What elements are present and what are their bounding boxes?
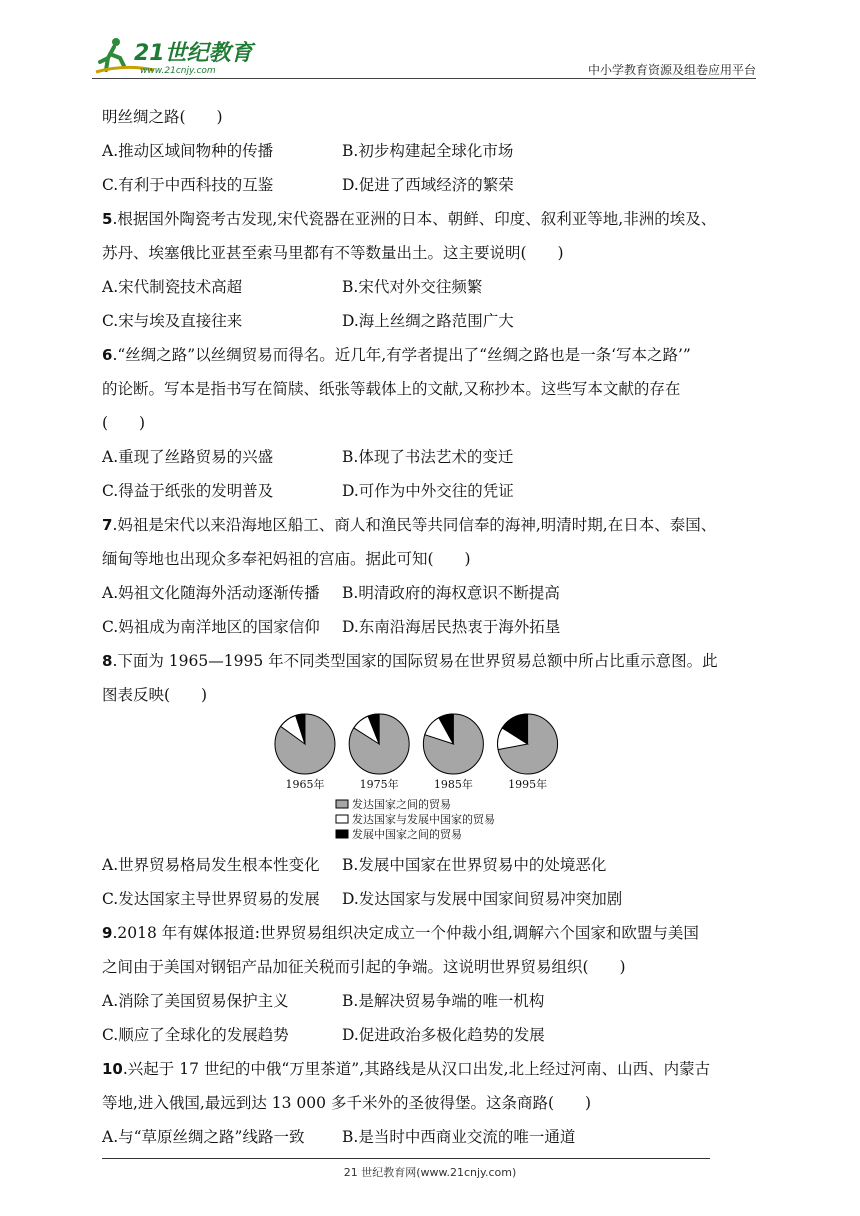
q6-options-row2 <box>102 474 762 508</box>
q5-option-b: B.宋代对外交往频繁 <box>342 278 483 296</box>
q7-options-row1 <box>102 576 762 610</box>
q4-option-b: B.初步构建起全球化市场 <box>342 142 514 160</box>
q6-options-row1 <box>102 440 762 474</box>
q6-option-d: D.可作为中外交往的凭证 <box>342 482 514 500</box>
q7-option-c: C.妈祖成为南洋地区的国家信仰 <box>102 618 320 636</box>
q9-stem-line1: 9.2018 年有媒体报道:世界贸易组织决定成立一个仲裁小组,调解六个国家和欧盟与美国 <box>102 924 699 942</box>
q9-number: 9 <box>102 924 113 942</box>
legend-swatch <box>336 815 348 823</box>
q9-options-row1 <box>102 984 762 1018</box>
legend-label: 发达国家与发展中国家的贸易 <box>352 813 495 826</box>
pie-chart-figure <box>102 712 762 848</box>
q4-option-c: C.有利于中西科技的互鉴 <box>102 176 274 194</box>
q8-stem-line1: 8.下面为 1965—1995 年不同类型国家的国际贸易在世界贸易总额中所占比重示意图。此 <box>102 652 718 670</box>
q7-option-a: A.妈祖文化随海外活动逐渐传播 <box>102 584 320 602</box>
q10-option-a: A.与“草原丝绸之路”线路一致 <box>102 1128 305 1146</box>
q6-number: 6 <box>102 346 113 364</box>
logo-url: www.21cnjy.com <box>140 66 216 76</box>
pie-year-label: 1985年 <box>433 778 473 791</box>
q9-options-row2 <box>102 1018 762 1052</box>
footer-divider <box>102 1158 710 1159</box>
page-header <box>0 0 860 80</box>
q7-number: 7 <box>102 516 113 534</box>
legend-label: 发展中国家之间的贸易 <box>352 828 462 841</box>
q8-option-d: D.发达国家与发展中国家间贸易冲突加剧 <box>342 890 623 908</box>
q8-option-a: A.世界贸易格局发生根本性变化 <box>102 856 320 874</box>
pie-charts <box>272 712 548 846</box>
q8-stem-line2: 图表反映( ) <box>102 686 208 704</box>
q10-number: 10 <box>102 1060 123 1078</box>
header-platform-text: 中小学教育资源及组卷应用平台 <box>587 63 756 77</box>
pie-year-label: 1965年 <box>285 778 325 791</box>
q5-stem-line2: 苏丹、埃塞俄比亚甚至索马里都有不等数量出土。这主要说明( ) <box>102 244 564 262</box>
q10-stem-line2: 等地,进入俄国,最远到达 13 000 多千米外的圣彼得堡。这条商路( ) <box>102 1094 592 1112</box>
q7-stem-line1: 7.妈祖是宋代以来沿海地区船工、商人和渔民等共同信奉的海神,明清时期,在日本、泰国、 <box>102 516 717 534</box>
logo <box>94 34 264 78</box>
q4-option-d: D.促进了西域经济的繁荣 <box>342 176 514 194</box>
q8-options-row2 <box>102 882 762 916</box>
q8-option-c: C.发达国家主导世界贸易的发展 <box>102 890 320 908</box>
header-divider <box>92 78 756 79</box>
q5-option-c: C.宋与埃及直接往来 <box>102 312 243 330</box>
q7-option-d: D.东南沿海居民热衷于海外拓垦 <box>342 618 561 636</box>
q4-stem-tail: 明丝绸之路( ) <box>102 108 223 126</box>
q6-stem-line2: 的论断。写本是指书写在简牍、纸张等载体上的文献,又称抄本。这些写本文献的存在 <box>102 380 681 398</box>
q9-option-b: B.是解决贸易争端的唯一机构 <box>342 992 545 1010</box>
q6-option-b: B.体现了书法艺术的变迁 <box>342 448 514 466</box>
q5-number: 5 <box>102 210 113 228</box>
q6-stem-line1: 6.“丝绸之路”以丝绸贸易而得名。近几年,有学者提出了“丝绸之路也是一条‘写本之路’” <box>102 346 691 364</box>
q7-option-b: B.明清政府的海权意识不断提高 <box>342 584 560 602</box>
q10-option-b: B.是当时中西商业交流的唯一通道 <box>342 1128 576 1146</box>
q5-options-row1 <box>102 270 762 304</box>
q4-options-row2 <box>102 168 762 202</box>
q9-stem-line2: 之间由于美国对钢铝产品加征关税而引起的争端。这说明世界贸易组织( ) <box>102 958 626 976</box>
pie-year-label: 1975年 <box>359 778 399 791</box>
q6-stem-line3: ( ) <box>102 414 146 432</box>
logo-main: 21世纪教育 <box>134 41 253 66</box>
q7-stem-line2: 缅甸等地也出现众多奉祀妈祖的宫庙。据此可知( ) <box>102 550 471 568</box>
q6-option-c: C.得益于纸张的发明普及 <box>102 482 274 500</box>
q8-option-b: B.发展中国家在世界贸易中的处境恶化 <box>342 856 607 874</box>
q9-option-d: D.促进政治多极化趋势的发展 <box>342 1026 545 1044</box>
footer-text: 21 世纪教育网(www.21cnjy.com) <box>343 1166 517 1179</box>
question-content <box>102 100 762 1154</box>
legend-swatch <box>336 800 348 808</box>
pie-year-label: 1995年 <box>508 778 548 791</box>
q4-options-row1 <box>102 134 762 168</box>
q10-stem-line1: 10.兴起于 17 世纪的中俄“万里茶道”,其路线是从汉口出发,北上经过河南、山西、内蒙古 <box>102 1060 711 1078</box>
q4-option-a: A.推动区域间物种的传播 <box>102 142 274 160</box>
q6-option-a: A.重现了丝路贸易的兴盛 <box>102 448 274 466</box>
q7-options-row2 <box>102 610 762 644</box>
q9-option-c: C.顺应了全球化的发展趋势 <box>102 1026 289 1044</box>
q5-stem-line1: 5.根据国外陶瓷考古发现,宋代瓷器在亚洲的日本、朝鲜、印度、叙利亚等地,非洲的埃及、 <box>102 210 717 228</box>
q5-option-a: A.宋代制瓷技术高超 <box>102 278 243 296</box>
q9-option-a: A.消除了美国贸易保护主义 <box>102 992 289 1010</box>
q8-number: 8 <box>102 652 113 670</box>
legend-swatch <box>336 830 348 838</box>
legend-label: 发达国家之间的贸易 <box>352 798 451 811</box>
q10-options-row1 <box>102 1120 762 1154</box>
q5-option-d: D.海上丝绸之路范围广大 <box>342 312 514 330</box>
q5-options-row2 <box>102 304 762 338</box>
q8-options-row1 <box>102 848 762 882</box>
